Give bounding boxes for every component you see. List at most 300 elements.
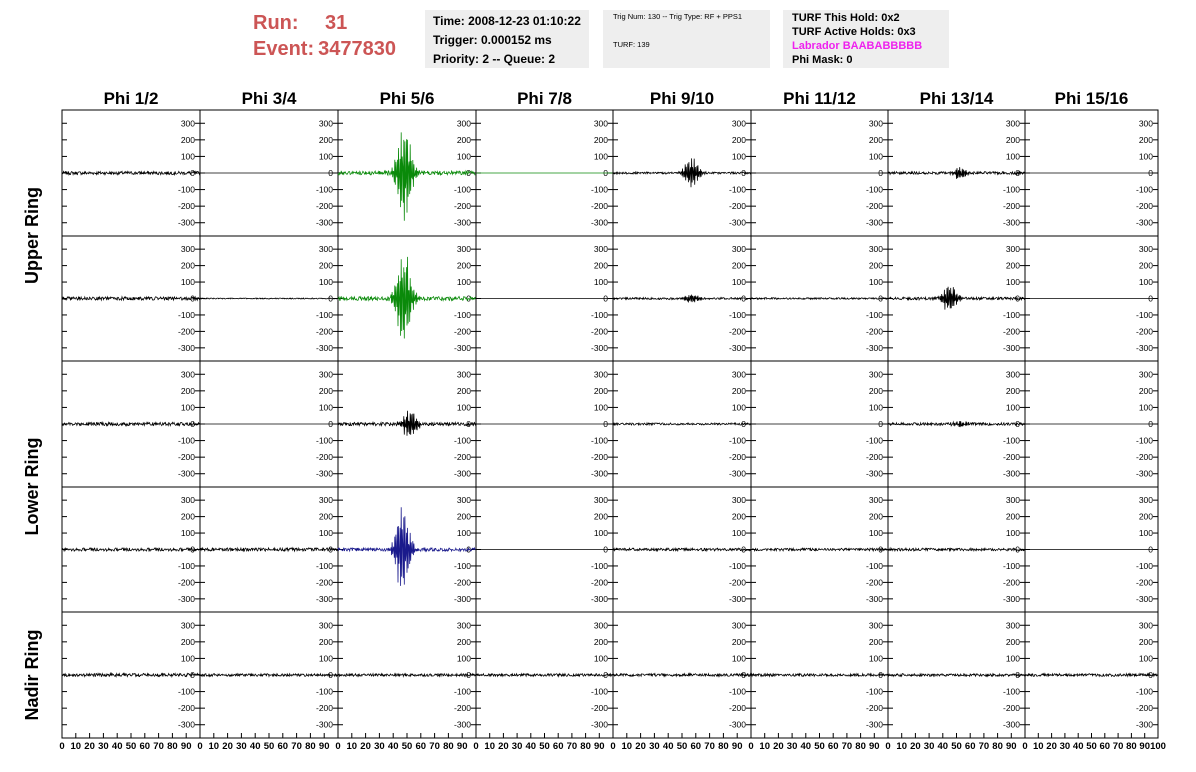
y-tick-label: -300 — [865, 719, 883, 730]
y-tick-label: 200 — [1138, 385, 1153, 396]
x-tick-label: 0 — [1022, 741, 1028, 752]
y-tick-label: 200 — [868, 260, 883, 271]
column-header: Phi 11/12 — [783, 89, 856, 108]
y-tick-label: -200 — [315, 452, 333, 463]
y-tick-label: 0 — [190, 670, 195, 680]
y-tick-label: 0 — [1148, 293, 1153, 304]
x-tick-label: 0 — [610, 741, 616, 752]
x-tick-label: 10 — [484, 741, 495, 752]
y-tick-label: -100 — [315, 686, 333, 697]
x-tick-label: 80 — [305, 741, 316, 752]
y-tick-label: 200 — [180, 636, 195, 647]
x-tick-label: 40 — [800, 741, 812, 752]
y-tick-label: 300 — [593, 244, 608, 255]
y-tick-label: -200 — [1002, 201, 1020, 212]
y-tick-label: 0 — [1148, 670, 1153, 680]
y-tick-label: 100 — [318, 528, 333, 539]
y-tick-label: -200 — [177, 703, 195, 714]
y-tick-label: -100 — [453, 435, 471, 446]
ring-label: Lower Ring — [22, 437, 42, 536]
y-tick-label: 300 — [1138, 244, 1153, 255]
y-tick-label: 100 — [1138, 277, 1153, 288]
y-tick-label: -100 — [1002, 435, 1020, 446]
waveform-trace — [338, 411, 476, 436]
y-tick-label: -100 — [590, 435, 608, 446]
y-tick-label: -200 — [590, 577, 608, 588]
x-tick-label: 70 — [978, 741, 990, 752]
y-tick-label: 200 — [318, 636, 333, 647]
y-tick-label: 0 — [1015, 544, 1020, 555]
x-tick-label: 20 — [910, 741, 921, 752]
y-tick-label: -300 — [1002, 217, 1020, 228]
x-tick-label: 50 — [263, 741, 275, 752]
y-tick-label: 200 — [731, 134, 746, 145]
y-tick-label: -200 — [177, 577, 195, 588]
y-tick-label: -200 — [453, 703, 471, 714]
y-tick-label: 300 — [1138, 369, 1153, 380]
waveform-trace — [888, 167, 1025, 179]
y-tick-label: 0 — [190, 419, 195, 429]
y-tick-label: 300 — [1005, 118, 1020, 129]
time-text: Time: 2008-12-23 01:10:22 — [433, 14, 581, 28]
x-tick-label: 80 — [167, 741, 178, 752]
y-tick-label: -300 — [728, 217, 746, 228]
x-tick-label: 40 — [249, 741, 261, 752]
y-tick-label: 200 — [180, 260, 195, 271]
run-label: Run: — [253, 12, 299, 34]
y-tick-label: -200 — [1135, 452, 1153, 463]
waveform-trace — [613, 423, 751, 425]
y-tick-label: 0 — [1015, 670, 1020, 680]
x-tick-label: 50 — [539, 741, 550, 752]
y-tick-label: 100 — [593, 402, 608, 413]
y-tick-label: 200 — [1138, 260, 1153, 271]
y-tick-label: 100 — [868, 277, 883, 288]
y-tick-label: 300 — [1005, 620, 1020, 631]
y-tick-label: 100 — [180, 277, 195, 288]
y-tick-label: 200 — [1138, 511, 1153, 522]
column-header: Phi 1/2 — [103, 89, 159, 108]
y-tick-label: -200 — [865, 452, 883, 463]
y-tick-label: 0 — [328, 293, 333, 304]
waveform-trace — [613, 674, 751, 677]
y-tick-label: 0 — [603, 544, 608, 555]
y-tick-label: -100 — [1135, 309, 1153, 320]
x-tick-label: 90 — [869, 741, 880, 752]
y-tick-label: 200 — [456, 260, 471, 271]
x-tick-label: 60 — [277, 741, 289, 752]
y-tick-label: 200 — [318, 511, 333, 522]
y-tick-label: 200 — [1005, 511, 1020, 522]
y-tick-label: 0 — [741, 293, 746, 304]
y-tick-label: -300 — [453, 217, 471, 228]
y-tick-label: -300 — [1135, 342, 1153, 353]
y-tick-label: 100 — [318, 277, 333, 288]
x-tick-label: 70 — [429, 741, 440, 752]
x-tick-label: 50 — [951, 741, 962, 752]
y-tick-label: 0 — [466, 419, 471, 429]
x-tick-label: 30 — [649, 741, 660, 752]
y-tick-label: 0 — [741, 544, 746, 555]
y-tick-label: -200 — [315, 577, 333, 588]
x-tick-label: 0 — [197, 741, 203, 752]
x-tick-label: 50 — [125, 741, 137, 752]
column-header: Phi 3/4 — [241, 89, 297, 108]
y-tick-label: 300 — [1138, 495, 1153, 506]
x-tick-label: 0 — [885, 741, 891, 752]
y-tick-label: 300 — [318, 118, 333, 129]
y-tick-label: -100 — [177, 309, 195, 320]
x-tick-label: 40 — [525, 741, 537, 752]
x-tick-label: 90 — [318, 741, 330, 752]
y-tick-label: 0 — [741, 168, 746, 178]
y-tick-label: 100 — [868, 528, 883, 539]
y-tick-label: 300 — [180, 369, 195, 380]
y-tick-label: 200 — [593, 511, 608, 522]
column-header: Phi 15/16 — [1054, 89, 1129, 108]
y-tick-label: 300 — [1138, 620, 1153, 631]
y-tick-label: -100 — [1002, 686, 1020, 697]
y-tick-label: -300 — [1135, 217, 1153, 228]
y-tick-label: 200 — [868, 636, 883, 647]
y-tick-label: 300 — [868, 620, 883, 631]
y-tick-label: 100 — [1005, 653, 1020, 664]
y-tick-label: -300 — [453, 719, 471, 730]
y-tick-label: 0 — [878, 544, 883, 555]
x-tick-label: 60 — [415, 741, 427, 752]
y-tick-label: 0 — [603, 293, 608, 304]
y-tick-label: -100 — [865, 686, 883, 697]
waveform-trace — [613, 158, 751, 187]
y-tick-label: 100 — [180, 151, 195, 162]
y-tick-label: 100 — [868, 151, 883, 162]
y-tick-label: 300 — [868, 369, 883, 380]
y-tick-label: 300 — [318, 369, 333, 380]
y-tick-label: 100 — [180, 653, 195, 664]
y-tick-label: -300 — [1135, 468, 1153, 479]
waveform-trace — [338, 507, 476, 586]
y-tick-label: -200 — [1135, 326, 1153, 337]
y-tick-label: -300 — [315, 468, 333, 479]
trigger-text: Trigger: 0.000152 ms — [433, 33, 552, 47]
x-tick-label: 70 — [841, 741, 853, 752]
y-tick-label: 0 — [190, 544, 195, 555]
y-tick-label: -200 — [728, 452, 746, 463]
y-tick-label: 100 — [1138, 653, 1153, 664]
x-tick-label: 60 — [827, 741, 839, 752]
x-tick-label: 80 — [1126, 741, 1137, 752]
y-tick-label: -100 — [453, 184, 471, 195]
y-tick-label: -200 — [1002, 452, 1020, 463]
turf-hold-text: TURF This Hold: 0x2 — [792, 12, 900, 24]
x-tick-label: 90 — [180, 741, 192, 752]
y-tick-label: -300 — [1135, 719, 1153, 730]
y-tick-label: 200 — [731, 260, 746, 271]
y-tick-label: 200 — [180, 385, 195, 396]
y-tick-label: 200 — [1138, 134, 1153, 145]
x-tick-label: 10 — [70, 741, 82, 752]
y-tick-label: -300 — [728, 342, 746, 353]
x-tick-label: 80 — [443, 741, 454, 752]
y-tick-label: 300 — [180, 244, 195, 255]
x-tick-label: 70 — [566, 741, 578, 752]
y-tick-label: -300 — [177, 719, 195, 730]
y-tick-label: 0 — [466, 168, 471, 178]
x-tick-label: 40 — [387, 741, 399, 752]
y-tick-label: 200 — [180, 134, 195, 145]
x-tick-label: 90 — [456, 741, 468, 752]
x-tick-label: 40 — [662, 741, 674, 752]
y-tick-label: 200 — [731, 636, 746, 647]
waveform-trace — [62, 171, 200, 174]
y-tick-label: -200 — [865, 326, 883, 337]
y-tick-label: -100 — [728, 184, 746, 195]
x-tick-label: 70 — [1112, 741, 1124, 752]
y-tick-label: 300 — [456, 620, 471, 631]
y-tick-label: 0 — [878, 670, 883, 680]
y-tick-label: -200 — [315, 201, 333, 212]
y-tick-label: 300 — [318, 244, 333, 255]
x-tick-label: 40 — [937, 741, 949, 752]
y-tick-label: -100 — [590, 686, 608, 697]
y-tick-label: -200 — [453, 201, 471, 212]
y-tick-label: 100 — [731, 653, 746, 664]
y-tick-label: -300 — [865, 468, 883, 479]
labrador-text: Labrador BAABABBBBB — [792, 40, 923, 52]
y-tick-label: 100 — [456, 151, 471, 162]
y-tick-label: 200 — [593, 134, 608, 145]
y-tick-label: -200 — [1135, 703, 1153, 714]
y-tick-label: 0 — [603, 168, 608, 178]
y-tick-label: 0 — [328, 544, 333, 555]
y-tick-label: -100 — [1135, 560, 1153, 571]
y-tick-label: 200 — [456, 511, 471, 522]
y-tick-label: 0 — [328, 670, 333, 680]
y-tick-label: 200 — [868, 134, 883, 145]
waveform-trace — [888, 421, 1025, 427]
y-tick-label: 100 — [731, 528, 746, 539]
x-tick-label: 100 — [1150, 741, 1166, 752]
turf-text: TURF: 139 — [613, 40, 650, 49]
y-tick-label: -300 — [865, 217, 883, 228]
y-tick-label: -200 — [728, 201, 746, 212]
waveform-trace — [751, 548, 888, 551]
y-tick-label: -300 — [315, 342, 333, 353]
waveform-trace — [338, 674, 476, 677]
priority-text: Priority: 2 -- Queue: 2 — [433, 52, 556, 66]
y-tick-label: -200 — [177, 326, 195, 337]
y-tick-label: -200 — [453, 326, 471, 337]
y-tick-label: -200 — [590, 201, 608, 212]
y-tick-label: 0 — [190, 168, 195, 178]
waveform-trace — [613, 295, 751, 303]
x-tick-label: 50 — [814, 741, 825, 752]
y-tick-label: -300 — [177, 468, 195, 479]
y-tick-label: -200 — [1135, 201, 1153, 212]
x-tick-label: 70 — [704, 741, 715, 752]
y-tick-label: 100 — [868, 402, 883, 413]
y-tick-label: 100 — [1005, 402, 1020, 413]
y-tick-label: -300 — [177, 593, 195, 604]
y-tick-label: 200 — [456, 385, 471, 396]
y-tick-label: -100 — [1002, 560, 1020, 571]
y-tick-label: 200 — [318, 134, 333, 145]
x-tick-label: 70 — [291, 741, 302, 752]
x-tick-label: 0 — [59, 741, 65, 752]
y-tick-label: -200 — [728, 326, 746, 337]
y-tick-label: 300 — [593, 495, 608, 506]
y-tick-label: -300 — [728, 719, 746, 730]
column-header: Phi 5/6 — [379, 89, 435, 108]
y-tick-label: -100 — [177, 686, 195, 697]
y-tick-label: 200 — [456, 134, 471, 145]
x-tick-label: 30 — [786, 741, 798, 752]
waveform-trace — [200, 674, 338, 677]
y-tick-label: 100 — [318, 402, 333, 413]
turf-active-text: TURF Active Holds: 0x3 — [792, 26, 916, 38]
y-tick-label: 200 — [318, 260, 333, 271]
y-tick-label: -300 — [590, 593, 608, 604]
y-tick-label: 300 — [318, 495, 333, 506]
x-tick-label: 20 — [84, 741, 95, 752]
x-tick-label: 60 — [139, 741, 151, 752]
waveform-trace — [476, 674, 613, 677]
waveform-trace — [888, 287, 1025, 310]
y-tick-label: 300 — [1005, 369, 1020, 380]
y-tick-label: -200 — [453, 452, 471, 463]
y-tick-label: -100 — [728, 560, 746, 571]
y-tick-label: 0 — [466, 670, 471, 680]
waveform-trace — [200, 548, 338, 551]
y-tick-label: 300 — [1138, 118, 1153, 129]
column-header: Phi 7/8 — [517, 89, 572, 108]
y-tick-label: 0 — [1015, 293, 1020, 304]
y-tick-label: -300 — [728, 593, 746, 604]
waveform-trace — [200, 298, 338, 299]
y-tick-label: 100 — [1005, 528, 1020, 539]
y-tick-label: 200 — [868, 511, 883, 522]
y-tick-label: -300 — [315, 719, 333, 730]
y-tick-label: 300 — [456, 244, 471, 255]
y-tick-label: -300 — [728, 468, 746, 479]
y-tick-label: -300 — [590, 217, 608, 228]
y-tick-label: 100 — [456, 528, 471, 539]
y-tick-label: 0 — [1015, 419, 1020, 429]
y-tick-label: -200 — [865, 201, 883, 212]
y-tick-label: 200 — [593, 260, 608, 271]
y-tick-label: 300 — [180, 118, 195, 129]
y-tick-label: 300 — [731, 118, 746, 129]
x-tick-label: 60 — [964, 741, 976, 752]
y-tick-label: 0 — [741, 670, 746, 680]
y-tick-label: -100 — [865, 184, 883, 195]
x-tick-label: 80 — [718, 741, 729, 752]
y-tick-label: -100 — [728, 686, 746, 697]
y-tick-label: 0 — [1148, 419, 1153, 429]
x-tick-label: 30 — [236, 741, 247, 752]
y-tick-label: -300 — [1135, 593, 1153, 604]
y-tick-label: 200 — [456, 636, 471, 647]
y-tick-label: 300 — [456, 495, 471, 506]
x-tick-label: 10 — [208, 741, 220, 752]
y-tick-label: -300 — [1002, 593, 1020, 604]
y-tick-label: 300 — [593, 620, 608, 631]
x-tick-label: 30 — [374, 741, 385, 752]
event-label: Event: — [253, 38, 315, 60]
y-tick-label: -100 — [177, 560, 195, 571]
y-tick-label: 300 — [593, 118, 608, 129]
y-tick-label: 200 — [1005, 134, 1020, 145]
x-tick-label: 60 — [690, 741, 702, 752]
y-tick-label: -100 — [590, 560, 608, 571]
y-tick-label: 100 — [1005, 277, 1020, 288]
y-tick-label: 100 — [593, 151, 608, 162]
x-tick-label: 0 — [473, 741, 479, 752]
y-tick-label: 0 — [878, 419, 883, 429]
waveform-trace — [613, 548, 751, 551]
x-tick-label: 70 — [153, 741, 164, 752]
y-tick-label: 200 — [593, 636, 608, 647]
y-tick-label: 300 — [456, 369, 471, 380]
y-tick-label: -200 — [1002, 703, 1020, 714]
x-tick-label: 30 — [98, 741, 109, 752]
y-tick-label: -200 — [177, 452, 195, 463]
y-tick-label: -100 — [1135, 435, 1153, 446]
waveform-trace — [751, 298, 888, 300]
x-tick-label: 30 — [511, 741, 523, 752]
y-tick-label: 300 — [868, 495, 883, 506]
y-tick-label: -100 — [728, 435, 746, 446]
y-tick-label: 300 — [593, 369, 608, 380]
x-tick-label: 50 — [676, 741, 688, 752]
x-tick-label: 90 — [1006, 741, 1017, 752]
y-tick-label: -100 — [865, 309, 883, 320]
y-tick-label: 300 — [731, 244, 746, 255]
x-tick-label: 20 — [773, 741, 784, 752]
phi-mask-text: Phi Mask: 0 — [792, 54, 853, 66]
y-tick-label: 200 — [1005, 636, 1020, 647]
y-tick-label: 100 — [456, 402, 471, 413]
y-tick-label: -300 — [1002, 342, 1020, 353]
x-tick-label: 40 — [111, 741, 123, 752]
y-tick-label: -100 — [453, 686, 471, 697]
y-tick-label: 100 — [1138, 151, 1153, 162]
y-tick-label: 100 — [180, 528, 195, 539]
waveform-trace — [888, 548, 1025, 551]
y-tick-label: -300 — [453, 593, 471, 604]
y-tick-label: 0 — [603, 670, 608, 680]
y-tick-label: -100 — [1002, 309, 1020, 320]
y-tick-label: 0 — [741, 419, 746, 429]
y-tick-label: 100 — [456, 653, 471, 664]
y-tick-label: -200 — [590, 326, 608, 337]
y-tick-label: 100 — [1005, 151, 1020, 162]
y-tick-label: -100 — [865, 435, 883, 446]
waveform-trace — [751, 674, 888, 677]
y-tick-label: -100 — [590, 184, 608, 195]
x-tick-label: 80 — [855, 741, 866, 752]
y-tick-label: 100 — [318, 653, 333, 664]
y-tick-label: -300 — [453, 468, 471, 479]
x-tick-label: 40 — [1072, 741, 1084, 752]
waveform-trace — [1025, 674, 1158, 677]
x-tick-label: 20 — [222, 741, 233, 752]
x-tick-label: 10 — [759, 741, 770, 752]
x-tick-label: 20 — [498, 741, 509, 752]
y-tick-label: -100 — [315, 435, 333, 446]
y-tick-label: 100 — [1138, 402, 1153, 413]
x-tick-label: 30 — [923, 741, 935, 752]
